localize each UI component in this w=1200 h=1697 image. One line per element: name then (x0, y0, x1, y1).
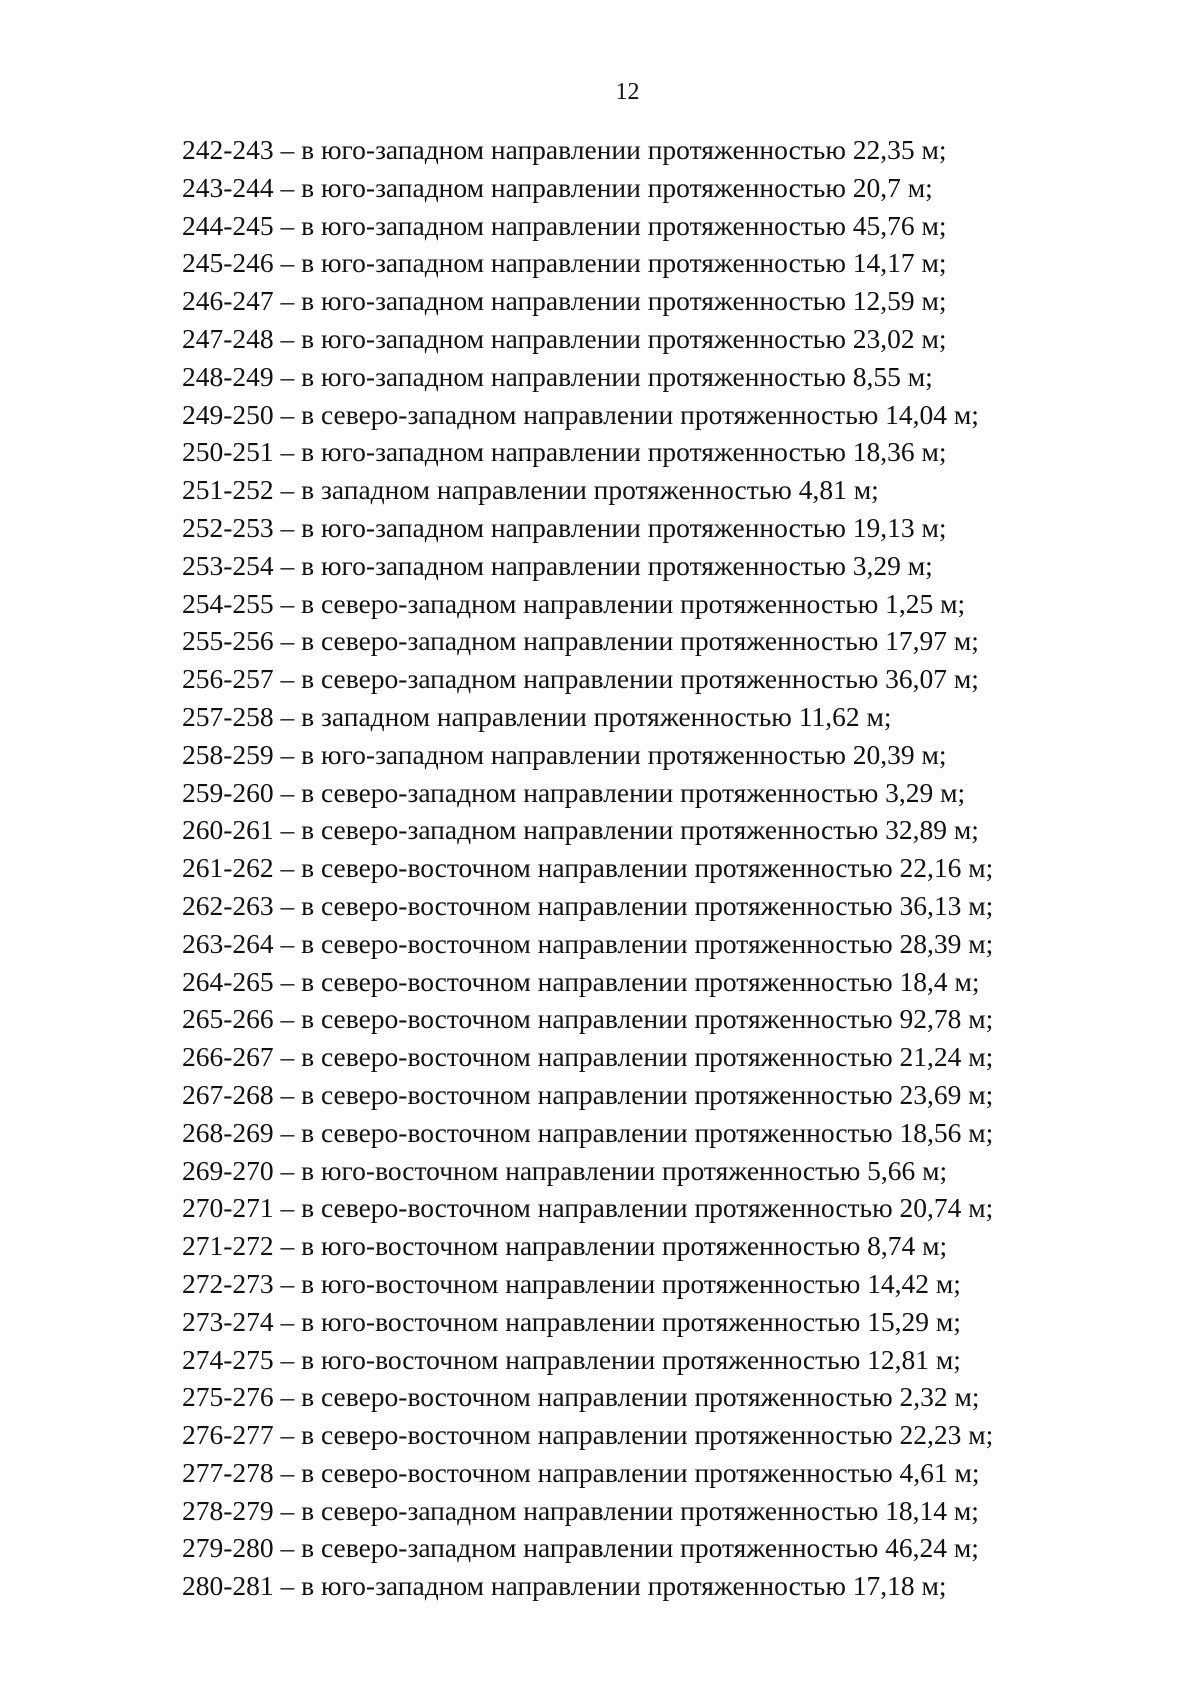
boundary-segment-line: 267-268 – в северо-восточном направлении протяженностью 23,69 м; (182, 1078, 994, 1110)
boundary-segment-line: 277-278 – в северо-восточном направлении протяженностью 4,61 м; (182, 1456, 980, 1488)
boundary-segment-line: 266-267 – в северо-восточном направлении протяженностью 21,24 м; (182, 1041, 994, 1073)
boundary-segment-line: 246-247 – в юго-западном направлении протяженностью 12,59 м; (182, 285, 947, 317)
boundary-segment-line: 249-250 – в северо-западном направлении протяженностью 14,04 м; (182, 398, 979, 430)
boundary-segment-line: 262-263 – в северо-восточном направлении протяженностью 36,13 м; (182, 889, 994, 921)
boundary-segment-line: 251-252 – в западном направлении протяженностью 4,81 м; (182, 474, 879, 506)
boundary-segment-line: 271-272 – в юго-восточном направлении протяженностью 8,74 м; (182, 1230, 948, 1262)
boundary-segment-line: 248-249 – в юго-западном направлении протяженностью 8,55 м; (182, 360, 933, 392)
page-number: 12 (615, 79, 640, 105)
boundary-segment-line: 278-279 – в северо-западном направлении протяженностью 18,14 м; (182, 1494, 979, 1526)
boundary-segment-line: 279-280 – в северо-западном направлении протяженностью 46,24 м; (182, 1532, 979, 1564)
boundary-segment-line: 265-266 – в северо-восточном направлении протяженностью 92,78 м; (182, 1003, 994, 1035)
boundary-segment-line: 269-270 – в юго-восточном направлении протяженностью 5,66 м; (182, 1154, 948, 1186)
boundary-segment-line: 272-273 – в юго-восточном направлении протяженностью 14,42 м; (182, 1267, 961, 1299)
boundary-segment-line: 276-277 – в северо-восточном направлении протяженностью 22,23 м; (182, 1419, 994, 1451)
boundary-segment-line: 256-257 – в северо-западном направлении протяженностью 36,07 м; (182, 663, 979, 695)
boundary-segment-line: 243-244 – в юго-западном направлении протяженностью 20,7 м; (182, 171, 933, 203)
boundary-segment-line: 254-255 – в северо-западном направлении протяженностью 1,25 м; (182, 587, 966, 619)
boundary-segment-line: 280-281 – в юго-западном направлении протяженностью 17,18 м; (182, 1570, 947, 1602)
boundary-segment-line: 257-258 – в западном направлении протяженностью 11,62 м; (182, 700, 892, 732)
boundary-segment-line: 258-259 – в юго-западном направлении протяженностью 20,39 м; (182, 738, 947, 770)
boundary-segment-line: 252-253 – в юго-западном направлении протяженностью 19,13 м; (182, 511, 947, 543)
boundary-segment-line: 242-243 – в юго-западном направлении протяженностью 22,35 м; (182, 134, 947, 165)
boundary-segment-line: 255-256 – в северо-западном направлении протяженностью 17,97 м; (182, 625, 979, 657)
boundary-segment-line: 260-261 – в северо-западном направлении протяженностью 32,89 м; (182, 814, 979, 846)
boundary-segment-line: 263-264 – в северо-восточном направлении протяженностью 28,39 м; (182, 927, 994, 959)
boundary-segment-line: 273-274 – в юго-восточном направлении протяженностью 15,29 м; (182, 1305, 961, 1337)
boundary-segment-line: 270-271 – в северо-восточном направлении протяженностью 20,74 м; (182, 1192, 994, 1224)
boundary-segment-line: 261-262 – в северо-восточном направлении протяженностью 22,16 м; (182, 852, 994, 884)
boundary-segment-line: 274-275 – в юго-восточном направлении протяженностью 12,81 м; (182, 1343, 961, 1375)
boundary-segment-list (182, 131, 993, 1605)
boundary-segment-line: 264-265 – в северо-восточном направлении протяженностью 18,4 м; (182, 965, 980, 997)
boundary-segment-line: 247-248 – в юго-западном направлении протяженностью 23,02 м; (182, 322, 947, 354)
boundary-segment-line: 253-254 – в юго-западном направлении протяженностью 3,29 м; (182, 549, 933, 581)
boundary-segment-line: 268-269 – в северо-восточном направлении протяженностью 18,56 м; (182, 1116, 994, 1148)
boundary-segment-line: 259-260 – в северо-западном направлении протяженностью 3,29 м; (182, 776, 966, 808)
boundary-segment-line: 245-246 – в юго-западном направлении протяженностью 14,17 м; (182, 247, 947, 279)
boundary-segment-line: 250-251 – в юго-западном направлении протяженностью 18,36 м; (182, 436, 947, 468)
boundary-segment-line: 244-245 – в юго-западном направлении протяженностью 45,76 м; (182, 209, 947, 241)
boundary-segment-line: 275-276 – в северо-восточном направлении протяженностью 2,32 м; (182, 1381, 980, 1413)
